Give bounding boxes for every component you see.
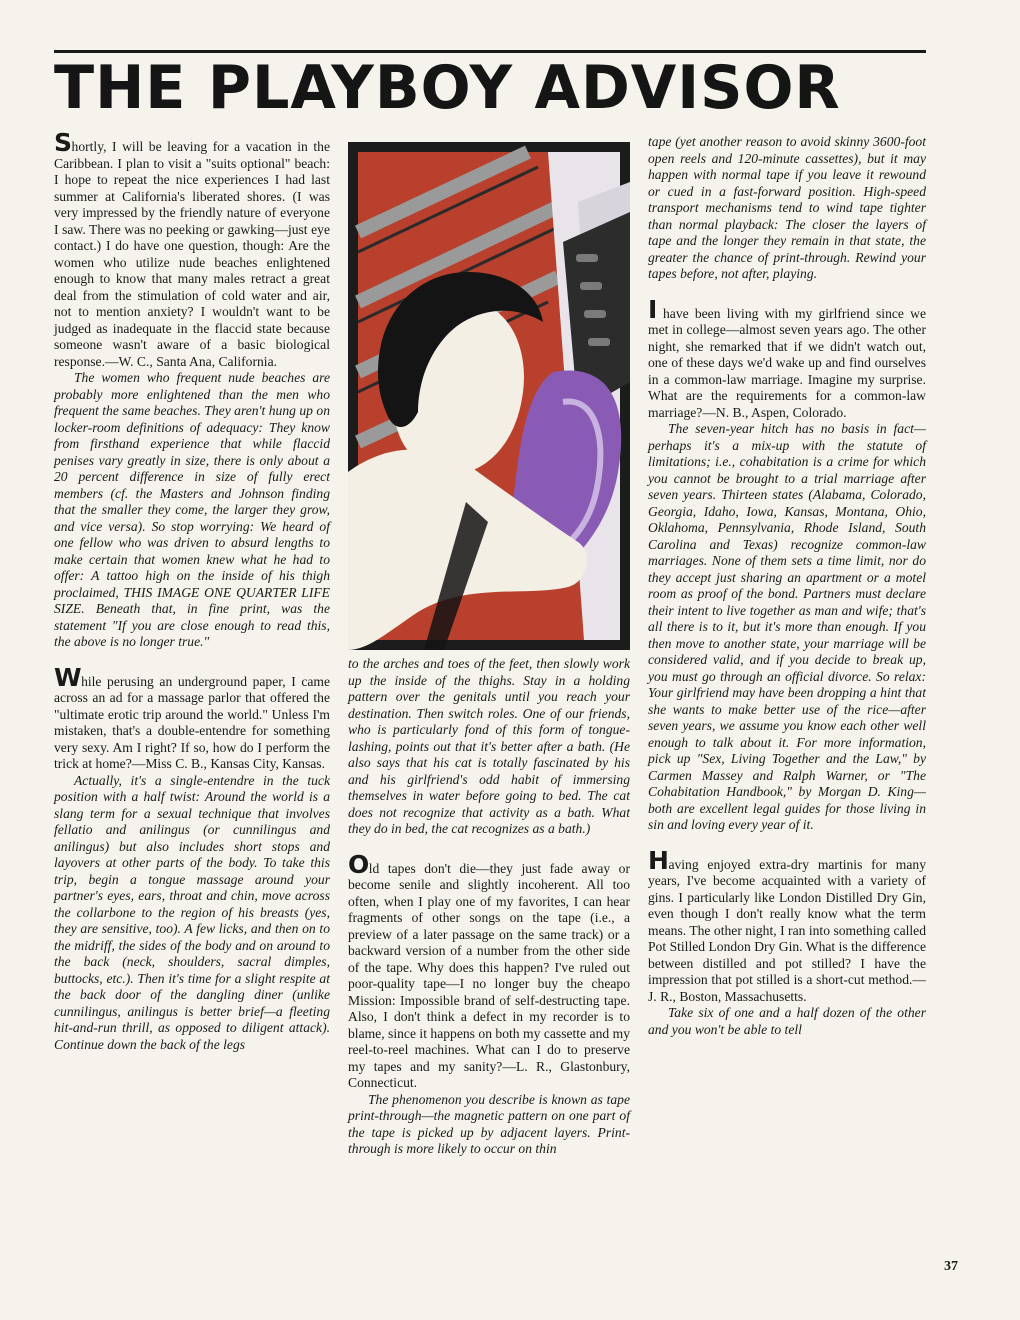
letter-2-answer-part1: Actually, it's a single-entendre in the tuck position with a half twist: Around the world is a slang term for a sexual technique that involves fellatio and anilingus (or cunnilingus and anilingus) but also includes short stops and layovers at other parts of the body. To take this trip, begin a tongue massage around your partner's eyes, ears, throat and chin, move across the collarbone to the region of his breasts (yes, they are sensitive, too). A few licks, and then on to the midriff, the sides of the body and on around to the back (neck, shoulders, sacral dimples, buttocks, etc.). Then it's time for a slight respite at the back door of the dangling diner (unlike cunnilingus, anilingus is better brief—a fleeting hit-and-run thrill, as opposed to diligent attack). Continue down the back of the legs: [54, 772, 330, 1052]
dropcap: O: [348, 849, 369, 879]
letter-5-question-text: aving enjoyed extra-dry martinis for many years, I've become acquainted with a variety of gins. I particularly like London Distilled Dry Gin, even though I don't really know what the term means. The other night, I ran into something called Pot Stilled London Dry Gin. What is the difference between distilled and pot stilled? I have the impression that pot stilled is a short-cut method.—J. R., Boston, Massachusetts.: [648, 856, 926, 1004]
letter-2-question: [54, 662, 330, 773]
letter-3-answer-part2: tape (yet another reason to avoid skinny 3600-foot open reels and 120-minute cassettes), but it may happen with normal tape if you leave it rewound or cued in a fast-forward position. High-speed transport mechanisms tend to wind tape tighter than normal playback: The closer the layers of tape and the longer they remain in that state, the greater the chance of print-through. Rewind your tapes before, not after, playing.: [648, 134, 926, 281]
page-title: THE PLAYBOY ADVISOR: [54, 53, 841, 123]
letter-5-answer: Take six of one and a half dozen of the other and you won't be able to tell: [648, 1005, 926, 1037]
dropcap: H: [648, 845, 669, 875]
letter-1-question-text: hortly, I will be leaving for a vacation in the Caribbean. I plan to visit a "suits optional" beach: I hope to repeat the nice experiences I had last summer at California's liberated shores. (I was very impressed by the friendly nature of everyone I saw. There was no peeking or gawking—just eye contact.) I do have one question, though: Are the women who utilize nude beaches enlightened enough to know that many males retract a great deal from the stimulation of cold water and air, not to mention anxiety? I wouldn't want to be judged as inadequate in the flaccid state because someone wasn't aware of a basic biological response.—W. C., Santa Ana, California.: [54, 139, 330, 369]
letter-1-answer: The women who frequent nude beaches are probably more enlightened than the men who frequent the same beaches. They aren't hung up on locker-room definitions of adequacy: They know from firsthand experience that while flaccid penises vary greatly in size, there is only about a 20 percent difference in size of fully erect members (cf. the Masters and Johnson finding that the smaller they come, the larger they grow, and vice versa). So stop worrying: We heard of one fellow who was driven to absurd lengths to make certain that women knew what he had to offer: A tattoo high on the inside of his thigh proclaimed, THIS IMAGE ONE QUARTER LIFE SIZE. Beneath that, in fine print, was the statement "If you are close enough to read this, the above is no longer true.": [54, 370, 330, 649]
letter-4-question-text: have been living with my girlfriend since we met in college—almost seven years ago. The other night, she remarked that if we didn't watch out, one of these days we'd wake up and find ourselves in a common-law marriage. Imagine my surprise. What are the requirements for a common-law marriage?—N. B., Aspen, Colorado.: [648, 305, 926, 420]
column-2: [348, 656, 630, 1288]
dropcap: S: [54, 128, 72, 157]
letter-3-question: [348, 849, 630, 1092]
letter-2-answer-part2: to the arches and toes of the feet, then slowly work up the inside of the thighs. Stay in a holding pattern over the genitals until you reach your destination. Then switch roles. One of our friends, who is particularly fond of this form of tongue-lashing, points out that it's better after a bath. (He also says that his cat is totally fascinated by his and his girlfriend's odd habit of immersing themselves in water before going to bed. The cat does not recognize that activity as a bath. What they do in bed, the cat recognizes as a bath.): [348, 656, 630, 836]
letter-1-question: [54, 128, 330, 370]
column-1: [54, 128, 330, 1284]
dropcap: I: [648, 294, 657, 324]
illustration-artwork: [348, 142, 630, 650]
illustration: [348, 142, 630, 650]
column-3: [648, 134, 926, 1284]
letter-5-question: [648, 845, 926, 1006]
page-number: 37: [944, 1259, 958, 1274]
dropcap: W: [54, 662, 82, 692]
letter-3-answer-part1: The phenomenon you describe is known as tape print-through—the magnetic pattern on one part of the tape is picked up by adjacent layers. Print-through is more likely to occur on thin: [348, 1091, 630, 1156]
letter-3-question-text: ld tapes don't die—they just fade away or become senile and slightly incoherent. All too often, when I play one of my favorites, I can hear fragments of other songs on the tape (i.e., a preview of a later passage on the same track) or a backward version of a number from the other side of the tape. Why does this happen? I've ruled out poor-quality tape—I no longer buy the cheapo Mission: Impossible brand of self-destructing tape. Also, I don't think a defect in my recorder is to blame, since it happens on both my cassette and my reel-to-reel machines. What can I do to preserve my tapes and my sanity?—L. R., Glastonbury, Connecticut.: [348, 860, 630, 1090]
letter-2-question-text: hile perusing an underground paper, I came across an ad for a massage parlor that offered the "ultimate erotic trip around the world." Unless I'm mistaken, that's a double-entendre for something very sexy. Am I right? If so, how do I perform the trick at home?—Miss C. B., Kansas City, Kansas.: [54, 673, 330, 771]
letter-4-question: [648, 294, 926, 422]
letter-4-answer: The seven-year hitch has no basis in fact—perhaps it's a mix-up with the statute of limitations; i.e., cohabitation is a crime for which you cannot be brought to a trial marriage after seven years. Thirteen states (Alabama, Colorado, Georgia, Idaho, Iowa, Kansas, Montana, Ohio, Oklahoma, Pennsylvania, Rhode Island, South Carolina and Texas) recognize common-law marriages. None of them sets a time limit, nor do they accept just sharing an apartment or a motel room as proof of the bond. Partners must declare their intent to live together as man and wife; that's all there is to it, but it's more than enough. If you then move to another state, your marriage will be considered valid, and if you decide to break up, you must go through an official divorce. So relax: Your girlfriend may have been dropping a hint that she wants to make better use of the rice—after seven years, we assume you know each other well enough to talk about it. For more information, pick up "Sex, Living Together and the Law," by Carmen Massey and Ralph Warner, or "The Cohabitation Handbook," by Morgan D. King—both are excellent legal guides for those living in sin and loving every year of it.: [648, 421, 926, 832]
